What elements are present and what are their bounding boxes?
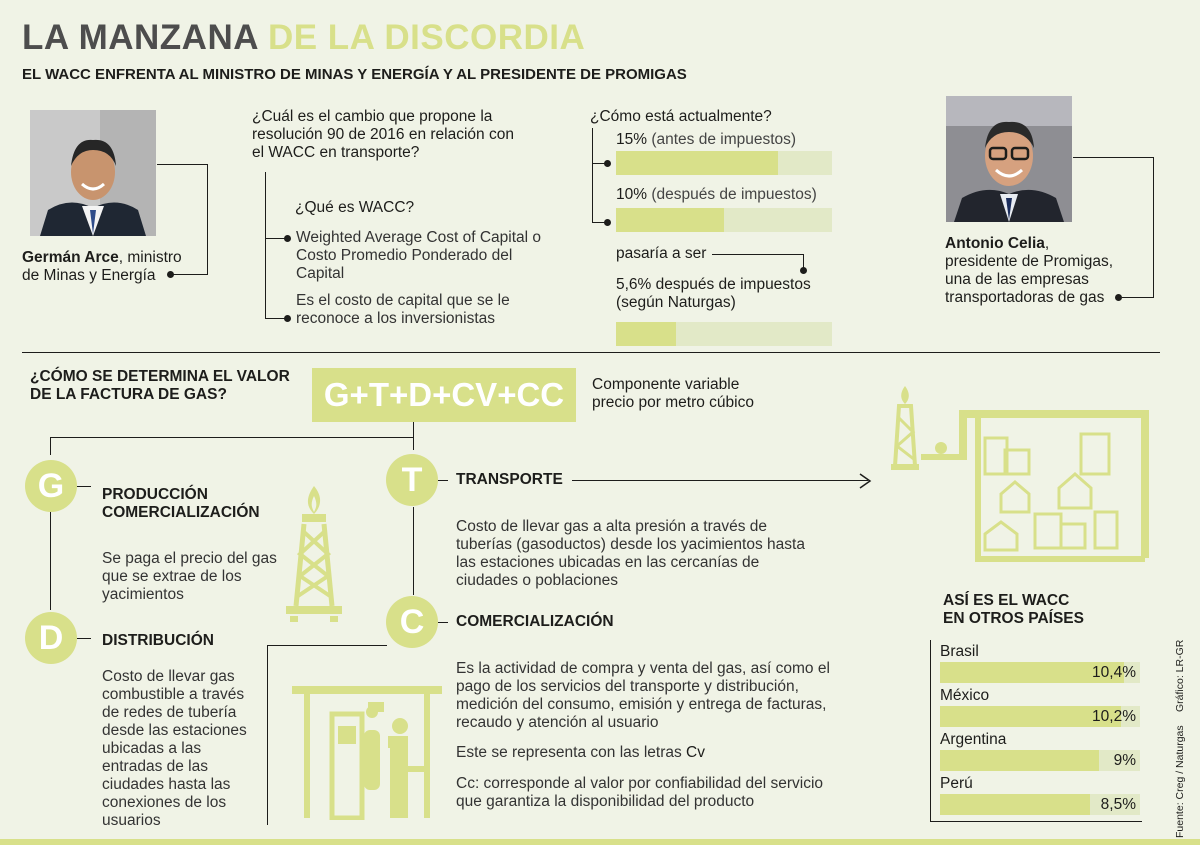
g-title-line: COMERCIALIZACIÓN [102, 504, 260, 521]
gas-pipeline-city-icon [885, 384, 1155, 562]
tree-line [50, 437, 414, 438]
caption-line: transportadoras de gas [945, 289, 1105, 306]
formula-note-line: Componente variable [592, 376, 740, 393]
bar2-note: (después de impuestos) [647, 186, 817, 203]
definition-line: Costo Promedio Ponderado del [296, 247, 513, 264]
t-desc-line: tuberías (gasoductos) desde los yacimientos hasta [456, 536, 805, 553]
bullet-dot [284, 315, 291, 322]
german-arce-role-1: , ministro [118, 249, 182, 266]
current-bar-1 [616, 151, 832, 175]
g-title [102, 486, 260, 522]
graphic-credit: Gráfico: LR-GR [1174, 639, 1186, 712]
tree-line [50, 510, 51, 610]
c-description [456, 660, 830, 732]
connector-dot [1115, 294, 1122, 301]
factura-question [30, 368, 290, 404]
factura-question-line: ¿CÓMO SE DETERMINA EL VALOR [30, 368, 290, 385]
factura-question-line: DE LA FACTURA DE GAS? [30, 386, 227, 403]
countries-title-line: EN OTROS PAÍSES [943, 610, 1084, 627]
german-arce-photo [30, 110, 156, 236]
tree-line [267, 645, 268, 825]
wacc-explanation [296, 292, 510, 328]
cv-note [456, 744, 705, 762]
c-desc-line: medición del consumo, emisión y entrega de facturas, [456, 696, 827, 713]
country-bar [940, 750, 1140, 771]
bracket-line [592, 128, 593, 223]
c-desc-line: recaudo y atención al usuario [456, 714, 659, 731]
c-desc-line: pago de los servicios del transporte y distribución, [456, 678, 799, 695]
gas-station-icon [292, 686, 442, 820]
antonio-celia-comma: , [1044, 235, 1050, 252]
antonio-celia-portrait [946, 96, 1072, 222]
bullet-dot [800, 267, 807, 274]
t-description [456, 518, 805, 590]
connector-line [1073, 157, 1153, 158]
pasaria-label: pasaría a ser [616, 245, 707, 262]
country-bar [940, 662, 1140, 683]
d-desc-line: ciudades hasta las [102, 776, 231, 793]
tree-line [438, 480, 448, 481]
german-arce-role-2: de Minas y Energía [22, 267, 156, 284]
page-subtitle: EL WACC ENFRENTA AL MINISTRO DE MINAS Y ENERGÍA Y AL PRESIDENTE DE PROMIGAS [22, 66, 687, 83]
bar1-pct: 15% [616, 131, 648, 148]
d-desc-line: desde las estaciones [102, 722, 247, 739]
explanation-line: reconoce a los inversionistas [296, 310, 496, 327]
title-part-1: LA MANZANA [22, 18, 258, 57]
bar2-pct: 10% [616, 186, 648, 203]
title-part-2: DE LA DISCORDIA [267, 18, 586, 57]
page-title [22, 18, 585, 58]
german-arce-caption [22, 249, 182, 285]
source-note: Fuente: Creg / Naturgas [1174, 725, 1186, 838]
cv-letters: Cv [686, 744, 705, 761]
country-bar-fill [940, 794, 1090, 815]
current-bar-2-fill [616, 208, 724, 232]
g-desc-line: que se extrae de los [102, 568, 242, 585]
c-title: COMERCIALIZACIÓN [456, 613, 614, 630]
section-divider [22, 352, 1160, 353]
c-circle: C [386, 596, 438, 648]
country-bar-value: 8,5% [1100, 796, 1136, 813]
wacc-definition [296, 229, 541, 283]
d-title: DISTRIBUCIÓN [102, 632, 214, 649]
bar3-line: 5,6% después de impuestos [616, 276, 811, 293]
current-bar-3 [616, 322, 832, 346]
arrow-line [572, 480, 868, 481]
bar3-line: (según Naturgas) [616, 294, 736, 311]
t-desc-line: las estaciones ubicadas en las cercanías de [456, 554, 760, 571]
gas-well-icon [282, 484, 346, 624]
tree-line [438, 622, 448, 623]
d-desc-line: ubicadas a las [102, 740, 202, 757]
country-label: Brasil [940, 643, 979, 660]
country-bar [940, 794, 1140, 815]
t-desc-line: ciudades o poblaciones [456, 572, 619, 589]
d-circle: D [25, 612, 77, 664]
definition-line: Capital [296, 265, 345, 282]
current-bar-3-fill [616, 322, 676, 346]
cv-text: Este se representa con las letras [456, 744, 687, 761]
bullet-dot [604, 219, 611, 226]
countries-chart-title [943, 592, 1084, 628]
t-circle: T [386, 454, 438, 506]
formula-note [592, 376, 754, 412]
question-line: resolución 90 de 2016 en relación con [252, 126, 514, 143]
connector-line [171, 274, 207, 275]
d-desc-line: conexiones de los [102, 794, 227, 811]
what-is-wacc: ¿Qué es WACC? [295, 199, 415, 216]
wacc-change-question [252, 108, 514, 162]
g-desc-line: Se paga el precio del gas [102, 550, 277, 567]
current-bar-2 [616, 208, 832, 232]
country-bar-value: 10,4% [1092, 664, 1136, 681]
cc-line: que garantiza la disponibilidad del producto [456, 793, 755, 810]
country-label: México [940, 687, 990, 704]
tree-line [50, 437, 51, 455]
d-desc-line: de redes de tubería [102, 704, 237, 721]
country-bar-value: 10,2% [1092, 708, 1136, 725]
d-desc-line: Costo de llevar gas [102, 668, 235, 685]
bullet-dot [284, 235, 291, 242]
bracket-line [265, 172, 266, 318]
definition-line: Weighted Average Cost of Capital o [296, 229, 541, 246]
country-label: Perú [940, 775, 973, 792]
tree-line [413, 422, 414, 450]
bullet-dot [604, 160, 611, 167]
arrow-right-icon [858, 473, 872, 489]
c-desc-line: Es la actividad de compra y venta del gas, así como el [456, 660, 830, 677]
caption-line: presidente de Promigas, [945, 253, 1114, 270]
question-line: ¿Cuál es el cambio que propone la [252, 108, 493, 125]
tree-line [77, 486, 91, 487]
tree-line [413, 507, 414, 595]
t-desc-line: Costo de llevar gas a alta presión a través de [456, 518, 768, 535]
bar2-label [616, 186, 817, 204]
country-bar-fill [940, 750, 1099, 771]
tree-line [77, 638, 91, 639]
t-title: TRANSPORTE [456, 471, 563, 488]
d-description [102, 668, 247, 830]
g-desc-line: yacimientos [102, 586, 184, 603]
bar1-label [616, 131, 796, 149]
connector-line [1122, 297, 1154, 298]
cc-note [456, 775, 823, 811]
formula-note-line: precio por metro cúbico [592, 394, 754, 411]
antonio-celia-photo [946, 96, 1072, 222]
d-desc-line: entradas de las [102, 758, 208, 775]
country-bar [940, 706, 1140, 727]
g-description [102, 550, 277, 604]
german-arce-name: Germán Arce [22, 249, 119, 266]
antonio-celia-caption [945, 235, 1113, 307]
d-desc-line: usuarios [102, 812, 161, 829]
question-line: el WACC en transporte? [252, 144, 420, 161]
antonio-celia-name: Antonio Celia [945, 235, 1045, 252]
tree-line [267, 645, 387, 646]
country-label: Argentina [940, 731, 1007, 748]
chart-frame-line [930, 821, 1142, 822]
bar1-note: (antes de impuestos) [647, 131, 797, 148]
current-bar-1-fill [616, 151, 778, 175]
current-question: ¿Cómo está actualmente? [590, 108, 772, 125]
bar3-label [616, 276, 811, 312]
connector-line [207, 164, 208, 275]
d-desc-line: combustible a través [102, 686, 245, 703]
g-title-line: PRODUCCIÓN [102, 486, 208, 503]
caption-line: una de las empresas [945, 271, 1089, 288]
explanation-line: Es el costo de capital que se le [296, 292, 510, 309]
connector-line [1153, 157, 1154, 298]
formula-box: G+T+D+CV+CC [312, 368, 576, 422]
cc-line: Cc: corresponde al valor por confiabilidad del servicio [456, 775, 824, 792]
countries-title-line: ASÍ ES EL WACC [943, 592, 1070, 609]
g-circle: G [25, 460, 77, 512]
country-bar-value: 9% [1113, 752, 1136, 769]
german-arce-portrait [30, 110, 156, 236]
connector-line [157, 164, 208, 165]
connector-line [712, 254, 804, 255]
bottom-band [0, 839, 1200, 845]
chart-frame-line [930, 640, 931, 822]
